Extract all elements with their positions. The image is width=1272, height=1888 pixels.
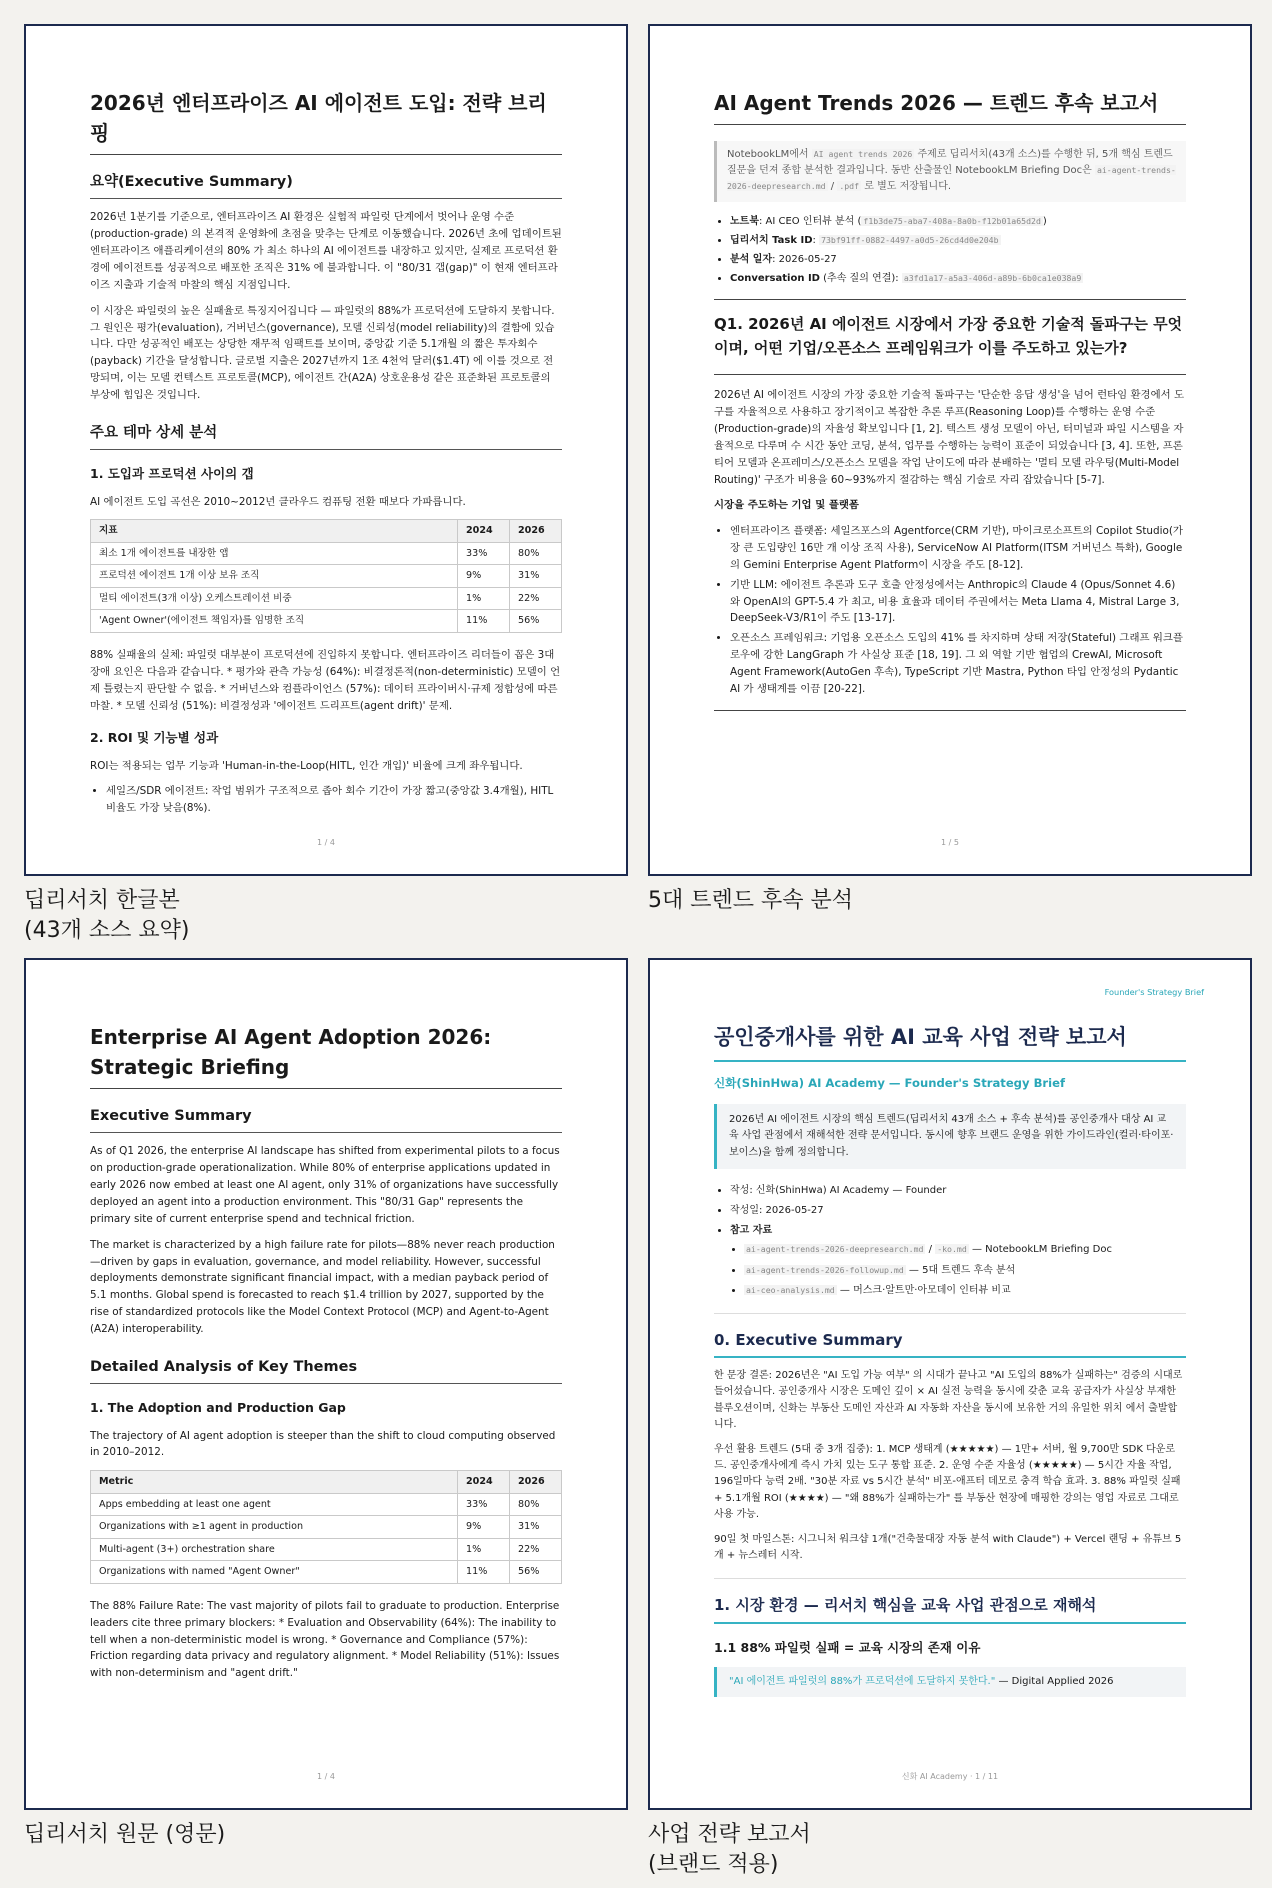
meta-label: 참고 자료 bbox=[730, 1225, 773, 1237]
list-item bbox=[730, 271, 1186, 287]
subsection-heading: 1.1 88% 파일럿 실패 = 교육 시장의 존재 이유 bbox=[714, 1639, 981, 1655]
table-row bbox=[91, 542, 562, 565]
table-header: 2024 bbox=[458, 520, 510, 543]
metrics-table bbox=[90, 519, 562, 633]
divider bbox=[714, 374, 1186, 375]
page-number: 1 / 4 bbox=[317, 1772, 335, 1782]
quote-text: "AI 에이전트 파일럿의 88%가 프로덕션에 도달하지 못한다." bbox=[729, 1675, 996, 1687]
list-item: • 엔터프라이즈 플랫폼: 세일즈포스의 Agentforce(CRM 기반), 마이크로소프트의 Copilot Studio(가장 큰 도입량인 16만 개 이상 조직 사용), ServiceNow AI Platform(ITSM 거버넌스 특화), Google의 Gemini Enterprise Agent Platform이 시장을 주도 [8-12]. bbox=[730, 523, 1186, 574]
meta-text: : bbox=[812, 234, 820, 246]
table-cell: 9% bbox=[458, 1516, 510, 1539]
meta-text: : AI CEO 인터뷰 분석 ( bbox=[758, 215, 862, 227]
divider bbox=[714, 1313, 1186, 1314]
section-heading: Detailed Analysis of Key Themes bbox=[90, 1356, 562, 1384]
table-row bbox=[91, 1538, 562, 1561]
meta-label: 분석 일자 bbox=[730, 253, 773, 265]
inline-code: ai-agent-trends-2026-deepresearch.md bbox=[746, 1244, 924, 1255]
section-heading: 요약(Executive Summary) bbox=[90, 171, 562, 199]
table-header: 2026 bbox=[510, 1471, 562, 1494]
note-text: 주제로 딥리서치(43개 소스)를 수행한 뒤, 5개 핵심 트렌드 질문을 던져 종합 분석한 결과입니다. 동반 산출물인 NotebookLM Briefing Doc은 bbox=[727, 149, 1173, 177]
info-note bbox=[714, 141, 1186, 202]
preview-card-english-deepresearch[interactable] bbox=[24, 958, 652, 1850]
subsection-heading: 1. 도입과 프로덕션 사이의 갭 bbox=[90, 466, 254, 482]
table-cell: 33% bbox=[458, 1493, 510, 1516]
table-cell: 31% bbox=[510, 1516, 562, 1539]
page-title: AI Agent Trends 2026 — 트렌드 후속 보고서 bbox=[714, 88, 1186, 125]
section-heading: 0. Executive Summary bbox=[714, 1328, 1186, 1358]
preview-caption: 사업 전략 보고서 (브랜드 적용) bbox=[648, 1822, 811, 1877]
ref-text: — 5대 트렌드 후속 분석 bbox=[905, 1264, 1016, 1276]
table-row bbox=[91, 1516, 562, 1539]
paragraph: 2026년 1분기를 기준으로, 엔터프라이즈 AI 환경은 실험적 파일럿 단계에서 벗어나 운영 수준(production-grade) 의 본격적 운영화에 초점을 맞추는 단계로 이동했습니다. 2026년 초에 업데이트된 엔터프라이즈 애플리케이션의 80% 가 최소 하나의 AI 에이전트를 내장하고 있지만, 실제로 프로덕션 환경에 에이전트를 성공적으로 배포한 조직은 31% 에 불과합니다. 이 "80/31 갭(gap)" 이 현재 엔터프라이즈 지출과 기술적 마찰의 핵심 지점입니다. bbox=[90, 211, 562, 291]
table-cell: 1% bbox=[458, 587, 510, 610]
meta-list bbox=[730, 1183, 1186, 1299]
table-cell: 33% bbox=[458, 542, 510, 565]
paragraph: 한 문장 결론: 2026년은 "AI 도입 가능 여부" 의 시대가 끝나고 "AI 도입의 88%가 실패하는" 검증의 시대로 들어섰습니다. 공인중개사 시장은 도메인 깊이 × AI 실전 능력을 동시에 갖춘 교육 공급자가 사실상 부재한 블루오션이며, 신화는 부동산 도메인 자산과 AI 자동화 자산을 동시에 보유한 거의 유일한 위치 에서 출발합니다. bbox=[714, 1370, 1183, 1430]
table-cell: 22% bbox=[510, 1538, 562, 1561]
subheading: 시장을 주도하는 기업 및 플랫폼 bbox=[714, 499, 859, 512]
preview-card-korean-deepresearch[interactable] bbox=[24, 24, 652, 946]
paragraph: ROI는 적용되는 업무 기능과 'Human-in-the-Loop(HITL, 인간 개입)' 비율에 크게 좌우됩니다. bbox=[90, 759, 523, 772]
table-cell: 80% bbox=[510, 542, 562, 565]
inline-code: .pdf bbox=[839, 181, 860, 192]
list-item bbox=[730, 233, 1186, 249]
document-page bbox=[24, 958, 628, 1810]
divider bbox=[714, 299, 1186, 300]
meta-text: : 2026-05-27 bbox=[772, 253, 837, 265]
meta-text: (추속 질의 연결): bbox=[819, 273, 902, 285]
paragraph: The market is characterized by a high failure rate for pilots—88% never reach production—driven by gaps in evaluation, governance, and model reliability. However, successful deployments demonstrate significant financial impact, with a median payback period of 5.1 months. Global spend is forecasted to reach $1.4 trillion by 2027, supported by the rise of standardized protocols like the Model Context Protocol (MCP) and Agent-to-Agent (A2A) interoperability. bbox=[90, 1238, 555, 1335]
list-item: • 작성: 신화(ShinHwa) AI Academy — Founder bbox=[730, 1183, 1186, 1199]
table-row bbox=[91, 1493, 562, 1516]
inline-code: f1b3de75-aba7-408a-8a0b-f12b01a65d2d bbox=[863, 215, 1041, 226]
inline-code: 73bf91ff-0882-4497-a0d5-26cd4d0e204b bbox=[821, 234, 999, 245]
preview-caption: 딥리서치 원문 (영문) bbox=[24, 1822, 226, 1847]
page-number: 1 / 5 bbox=[941, 838, 959, 848]
list-item bbox=[730, 214, 1186, 230]
inline-code: ai-agent-trends-2026-followup.md bbox=[746, 1264, 904, 1275]
ref-text: — NotebookLM Briefing Doc bbox=[968, 1244, 1112, 1256]
note-text: NotebookLM에서 bbox=[727, 149, 812, 160]
section-heading: 1. 시장 환경 — 리서치 핵심을 교육 사업 관점으로 재해석 bbox=[714, 1593, 1186, 1623]
preview-card-trend-followup[interactable] bbox=[648, 24, 1272, 916]
table-header: 2024 bbox=[458, 1471, 510, 1494]
divider bbox=[714, 1578, 1186, 1579]
quote-source: — Digital Applied 2026 bbox=[995, 1675, 1114, 1687]
table-cell: Organizations with ≥1 agent in production bbox=[91, 1516, 458, 1539]
table-cell: 최소 1개 에이전트를 내장한 앱 bbox=[91, 542, 458, 565]
note-text: / bbox=[827, 181, 838, 193]
table-cell: 11% bbox=[458, 610, 510, 633]
table-row bbox=[91, 565, 562, 588]
inline-code: ai-ceo-analysis.md bbox=[746, 1284, 835, 1295]
paragraph: 2026년 AI 에이전트 시장의 가장 중요한 기술적 돌파구는 '단순한 응답 생성'을 넘어 런타임 환경에서 도구를 자율적으로 사용하고 장기적이고 복잡한 추론 루프(Reasoning Loop)를 수행하는 운영 수준(Production-grade)의 자율성 확보입니다 [1, 2]. 텍스트 생성 모델이 아닌, 터미널과 파일 시스템을 자율적으로 다루며 수 시간 동안 코딩, 분석, 업무를 수행하는 능력이 표준이 되었습니다 [3, 4]. 또한, 프론티어 모델과 온프레미스/오픈소스 모델을 작업 난이도에 따라 분배하는 '멀티 모델 라우팅(Multi-Model Routing)' 구조가 비용을 60~93%까지 절감하는 핵심 기술로 자리 잡았습니다 [5-7]. bbox=[714, 389, 1184, 486]
document-page bbox=[24, 24, 628, 876]
inline-code: AI agent trends 2026 bbox=[813, 149, 913, 159]
table-header: 2026 bbox=[510, 520, 562, 543]
table-cell: 멀티 에이전트(3개 이상) 오케스트레이션 비중 bbox=[91, 587, 458, 610]
section-heading: Executive Summary bbox=[90, 1105, 562, 1133]
document-page bbox=[648, 958, 1252, 1810]
preview-card-strategy-report[interactable] bbox=[648, 958, 1272, 1880]
meta-label: Conversation ID bbox=[730, 273, 820, 285]
table-cell: 31% bbox=[510, 565, 562, 588]
meta-label: 노트북 bbox=[730, 215, 759, 227]
page-title: 2026년 엔터프라이즈 AI 에이전트 도입: 전략 브리핑 bbox=[90, 88, 562, 155]
list-item bbox=[730, 1223, 1186, 1299]
list-item: • 오픈소스 프레임워크: 기업용 오픈소스 도입의 41% 를 차지하며 상태 저장(Stateful) 그래프 워크플로우에 강한 LangGraph 가 사실상 표준 [18, 19]. 그 외 역할 기반 협업의 CrewAI, Microsoft Agent Framework(AutoGen 후속), TypeScript 기반 Mastra, Python 타입 안정성의 Pydantic AI 가 생태계를 이끔 [20-22]. bbox=[730, 630, 1186, 697]
table-cell: 9% bbox=[458, 565, 510, 588]
preview-caption: 5대 트렌드 후속 분석 bbox=[648, 888, 853, 913]
list-item: • 작성일: 2026-05-27 bbox=[730, 1203, 1186, 1219]
paragraph: 이 시장은 파일럿의 높은 실패율로 특징지어집니다 — 파일럿의 88%가 프로덕션에 도달하지 못합니다. 그 원인은 평가(evaluation), 거버넌스(governance), 모델 신뢰성(model reliability)의 결함에 있습니다. 다만 성공적인 배포는 상당한 재무적 임팩트를 보이며, 중앙값 기준 5.1개월 의 짧은 투자회수(payback) 기간을 달성합니다. 글로벌 지출은 2027년까지 1조 4천억 달러($1.4T) 에 이를 것으로 전망되며, 이는 모델 컨텍스트 프로토콜(MCP), 에이전트 간(A2A) 상호운용성 같은 표준화된 프로토콜의 부상에 힘입은 것입니다. bbox=[90, 304, 555, 401]
table-cell: Organizations with named "Agent Owner" bbox=[91, 1561, 458, 1584]
page-title: Enterprise AI Agent Adoption 2026: Strategic Briefing bbox=[90, 1022, 562, 1089]
meta-list bbox=[730, 214, 1186, 288]
paragraph: As of Q1 2026, the enterprise AI landscape has shifted from experimental pilots to a focus on production-grade operationalization. While 80% of enterprise applications updated in early 2026 now embed at least one AI agent, only 31% of organizations have successfully deployed an agent into a production environment. This "80/31 Gap" represents the primary site of current enterprise spend and technical friction. bbox=[90, 1145, 560, 1225]
table-cell: 프로덕션 에이전트 1개 이상 보유 조직 bbox=[91, 565, 458, 588]
inline-code: -ko.md bbox=[937, 1244, 967, 1255]
table-cell: 11% bbox=[458, 1561, 510, 1584]
table-row bbox=[91, 1561, 562, 1584]
list-item: • 세일즈/SDR 에이전트: 작업 범위가 구조적으로 좁아 회수 기간이 가장 짧고(중앙값 3.4개월), HITL 비율도 가장 낮음(8%). bbox=[106, 783, 562, 817]
document-page bbox=[648, 24, 1252, 876]
table-cell: 22% bbox=[510, 587, 562, 610]
page-number: 1 / 4 bbox=[317, 838, 335, 848]
paragraph: 88% 실패율의 실체: 파일럿 대부분이 프로덕션에 진입하지 못합니다. 엔터프라이즈 리더들이 꼽은 3대 장애 요인은 다음과 같습니다. * 평가와 관측 가능성 (64%): 비결정론적(non-deterministic) 모델이 언제 틀렸는지 판단할 수 없음. * 거버넌스와 컴플라이언스 (57%): 데이터 프라이버시·규제 정합성에 따른 마찰. * 모델 신뢰성 (51%): 비결정성과 '에이전트 드리프트(agent drift)' 문제. bbox=[90, 649, 561, 712]
paragraph: The trajectory of AI agent adoption is steeper than the shift to cloud computing observed in 2010–2012. bbox=[90, 1429, 556, 1459]
meta-label: 딥리서치 Task ID bbox=[730, 234, 813, 246]
page-subtitle: 신화(ShinHwa) AI Academy — Founder's Strategy Brief bbox=[714, 1075, 1066, 1090]
preview-caption: 딥리서치 한글본 (43개 소스 요약) bbox=[24, 888, 190, 943]
paragraph: The 88% Failure Rate: The vast majority of pilots fail to graduate to production. Enterprise leaders cite three primary blockers: * Evaluation and Observability (64%): The inability to tell when a non-deterministic model is wrong. * Governance and Compliance (57%): Friction regarding data privacy and regulatory alignment. * Model Reliability (51%): Issues with non-determinism and "agent drift." bbox=[90, 1599, 560, 1680]
table-cell: 'Agent Owner'(에이전트 책임자)를 임명한 조직 bbox=[91, 610, 458, 633]
reference-item bbox=[744, 1242, 1186, 1258]
inline-code: a3fd1a17-a5a3-406d-a89b-6b0ca1e038a9 bbox=[903, 273, 1082, 284]
paragraph: 90일 첫 마일스톤: 시그니처 워크샵 1개("건축물대장 자동 분석 with Claude") + Vercel 랜딩 + 유튜브 5개 + 뉴스레터 시작. bbox=[714, 1533, 1182, 1562]
list-item bbox=[730, 252, 1186, 268]
reference-item bbox=[744, 1283, 1186, 1299]
table-cell: 1% bbox=[458, 1538, 510, 1561]
bullet-list bbox=[730, 523, 1186, 697]
page-number: 신화 AI Academy · 1 / 11 bbox=[901, 1772, 999, 1782]
table-cell: Multi-agent (3+) orchestration share bbox=[91, 1538, 458, 1561]
running-header: Founder's Strategy Brief bbox=[1104, 987, 1204, 997]
table-cell: 80% bbox=[510, 1493, 562, 1516]
section-heading: 주요 테마 상세 분석 bbox=[90, 422, 562, 450]
inline-code: ai-agent-trends-2026-deepresearch.md bbox=[727, 165, 1176, 192]
subsection-heading: 2. ROI 및 기능별 성과 bbox=[90, 730, 219, 746]
paragraph: 우선 활용 트렌드 (5대 중 3개 집중): 1. MCP 생태계 (★★★★★) — 1만+ 서버, 월 9,700만 SDK 다운로드. 공인중개사에게 즉시 가치 있는 도구 통합 표준. 2. 운영 수준 자율성 (★★★★★) — 5시간 자율 작업, 196일마다 능력 2배. "30분 자료 vs 5시간 분석" 비포-애프터 데모로 충격 학습 효과. 3. 88% 파일럿 실패 + 5.1개월 ROI (★★★★) — "왜 88%가 실패하는가" 를 부동산 현장에 매핑한 강의는 영업 자료로 그대로 사용 가능. bbox=[714, 1444, 1181, 1520]
table-cell: 56% bbox=[510, 610, 562, 633]
paragraph: AI 에이전트 도입 곡선은 2010~2012년 클라우드 컴퓨팅 전환 때보다 가파릅니다. bbox=[90, 495, 466, 508]
divider bbox=[714, 710, 1186, 711]
metrics-table bbox=[90, 1470, 562, 1584]
ref-text: — 머스크·알트만·아모데이 인터뷰 비교 bbox=[836, 1284, 1011, 1296]
table-cell: 56% bbox=[510, 1561, 562, 1584]
reference-list bbox=[744, 1242, 1186, 1299]
table-header: Metric bbox=[91, 1471, 458, 1494]
subsection-heading: 1. The Adoption and Production Gap bbox=[90, 1400, 346, 1416]
table-row bbox=[91, 587, 562, 610]
note-text: 로 별도 저장됩니다. bbox=[861, 181, 952, 193]
table-cell: Apps embedding at least one agent bbox=[91, 1493, 458, 1516]
page-title: 공인중개사를 위한 AI 교육 사업 전략 보고서 bbox=[714, 1022, 1186, 1062]
bullet-list bbox=[106, 783, 562, 817]
table-row bbox=[91, 610, 562, 633]
reference-item bbox=[744, 1263, 1186, 1279]
table-header: 지표 bbox=[91, 520, 458, 543]
meta-text: ) bbox=[1042, 215, 1047, 227]
intro-note: 2026년 AI 에이전트 시장의 핵심 트렌드(딥리서치 43개 소스 + 후속 분석)를 공인중개사 대상 AI 교육 사업 관점에서 재해석한 전략 문서입니다. 동시에 향후 브랜드 운영을 위한 가이드라인(컬러·타이포·보이스)을 함께 정의합니다. bbox=[714, 1104, 1186, 1169]
ref-text: / bbox=[925, 1244, 936, 1256]
blockquote bbox=[714, 1667, 1186, 1697]
question-heading: Q1. 2026년 AI 에이전트 시장에서 가장 중요한 기술적 돌파구는 무엇이며, 어떤 기업/오픈소스 프레임워크가 이를 주도하고 있는가? bbox=[714, 315, 1183, 358]
list-item: • 기반 LLM: 에이전트 추론과 도구 호출 안정성에서는 Anthropic의 Claude 4 (Opus/Sonnet 4.6) 와 OpenAI의 GPT-5.4 가 최고, 비용 효율과 데이터 주권에서는 Meta Llama 4, Mistral Large 3, DeepSeek-V3/R1이 주도 [13-17]. bbox=[730, 577, 1186, 628]
